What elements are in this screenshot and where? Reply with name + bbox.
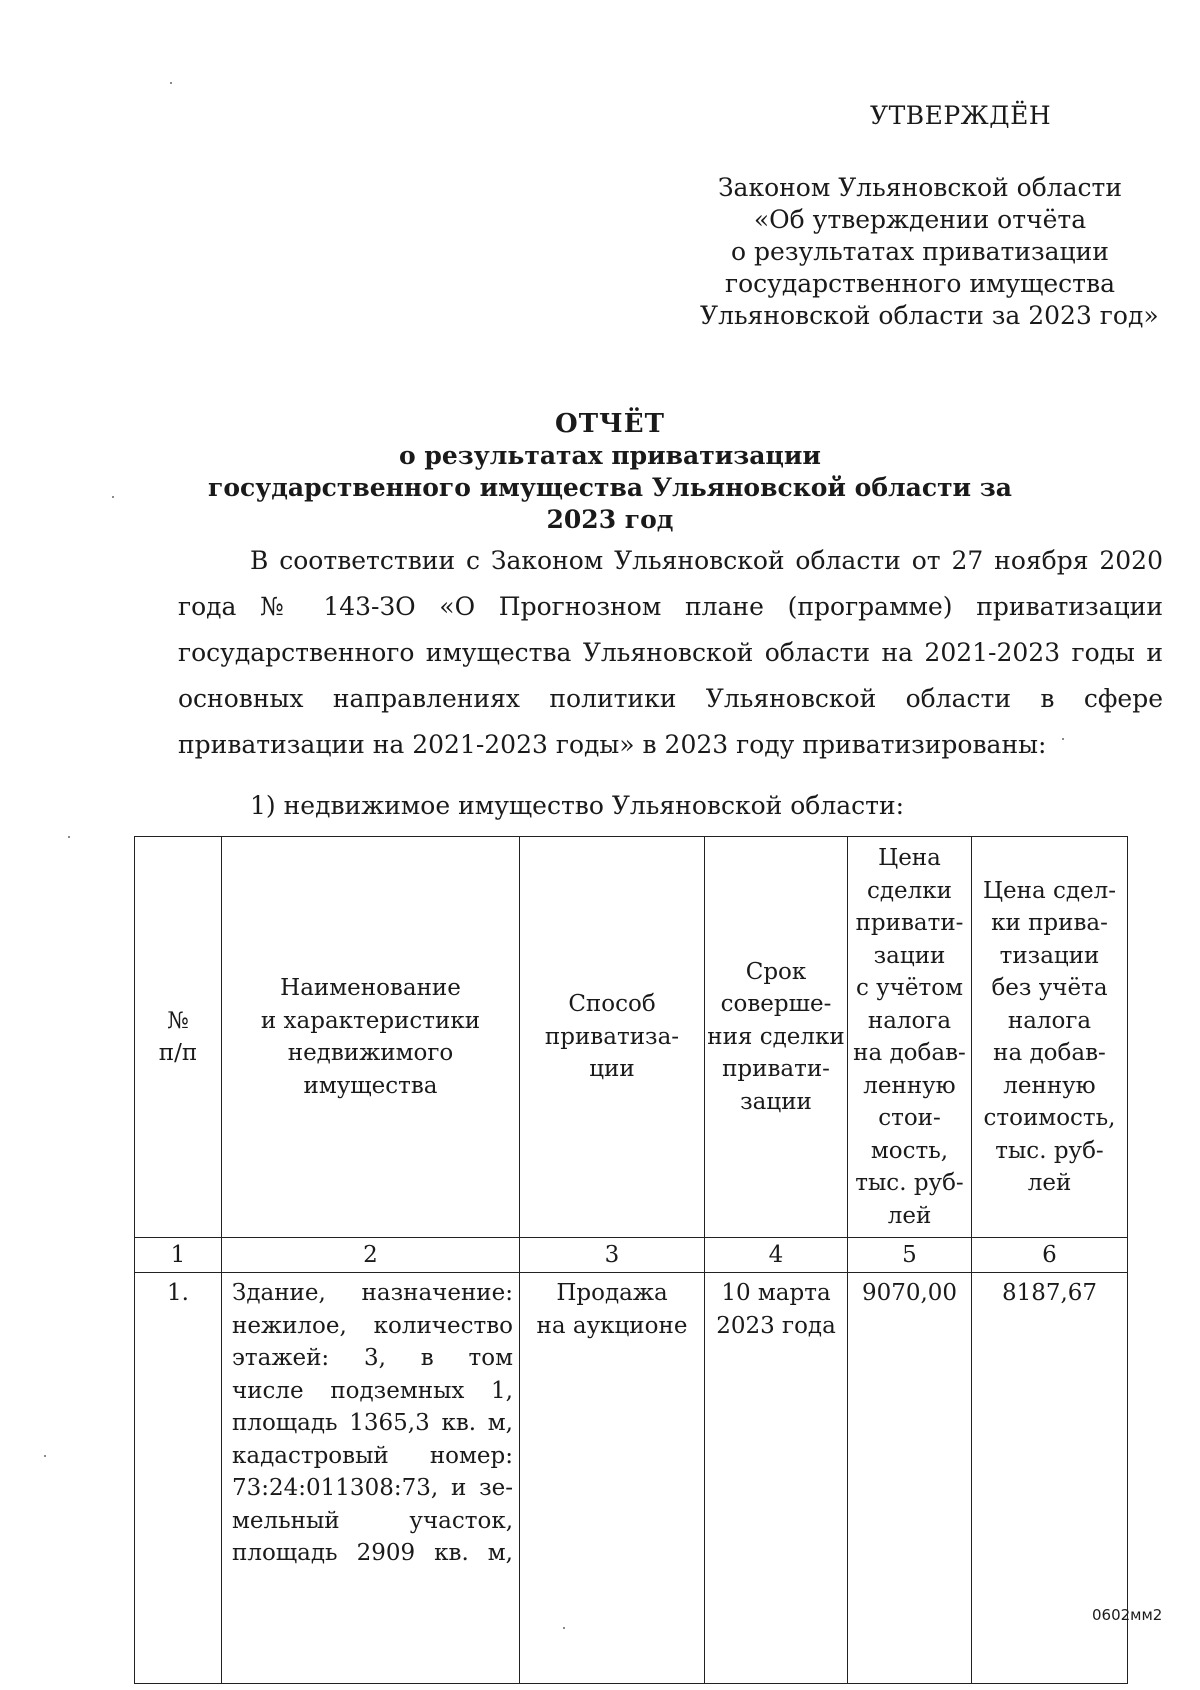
- approval-stamp: УТВЕРЖДЁН: [870, 101, 1052, 130]
- method-line: Продажа: [556, 1280, 668, 1306]
- header-line: Срок: [745, 958, 807, 985]
- description-line: площадь 1365,3 кв. м,: [232, 1410, 513, 1436]
- header-line: лей: [1027, 1170, 1072, 1196]
- scan-speck: [1062, 738, 1064, 740]
- header-line: мость,: [870, 1137, 949, 1164]
- date-line: 10 марта: [721, 1280, 831, 1306]
- approval-law-line: Законом Ульяновской области: [717, 173, 1123, 202]
- header-line: ции: [589, 1056, 635, 1083]
- header-line: на добав-: [993, 1040, 1106, 1066]
- approval-law-line: о результатах приватизации: [731, 237, 1109, 266]
- report-subtitle: о результатах приватизации: [399, 441, 821, 470]
- header-line: Наименование: [280, 975, 461, 1001]
- table-header-row: [135, 837, 1128, 1238]
- header-line: налога: [1007, 1007, 1092, 1034]
- report-title: ОТЧЁТ: [555, 409, 665, 439]
- header-line: тыс. руб-: [995, 1137, 1104, 1164]
- approval-law: [700, 172, 1159, 332]
- column-number: 5: [848, 1238, 972, 1273]
- header-line: ния сделки: [707, 1023, 845, 1050]
- row-price-without-vat: 8187,67: [972, 1273, 1128, 1684]
- column-number: 1: [135, 1238, 222, 1273]
- row-description: [222, 1273, 520, 1684]
- header-line: тизации: [999, 942, 1100, 969]
- report-subtitle: государственного имущества Ульяновской области за 2023 год: [208, 473, 1012, 534]
- header-line: №: [167, 1007, 189, 1034]
- approval-law-line: Ульяновской области за 2023 год»: [700, 301, 1159, 330]
- description-line: Здание, назначение:: [232, 1280, 513, 1306]
- scan-speck: [170, 82, 172, 84]
- approval-law-line: «Об утверждении отчёта: [753, 205, 1087, 234]
- report-title-block: [170, 408, 1050, 536]
- column-number: 4: [705, 1238, 848, 1273]
- description-line: мельный участок,: [232, 1507, 513, 1534]
- row-number: 1.: [135, 1273, 222, 1684]
- header-line: ленную: [1003, 1072, 1096, 1099]
- scan-speck: [563, 1627, 565, 1629]
- header-line: привати-: [855, 910, 964, 936]
- header-cell-name: [222, 837, 520, 1238]
- header-line: ки прива-: [991, 910, 1108, 936]
- header-line: налога: [867, 1007, 952, 1034]
- date-line: 2023 года: [716, 1312, 836, 1339]
- column-number-row: [135, 1238, 1128, 1273]
- property-table: [134, 836, 1128, 1684]
- header-line: без учёта: [991, 975, 1108, 1001]
- scan-speck: [68, 836, 70, 838]
- header-cell-date: [705, 837, 848, 1238]
- header-line: зации: [740, 1088, 812, 1115]
- header-line: зации: [873, 942, 946, 969]
- intro-paragraph: В соответствии с Законом Ульяновской области от 27 ноября 2020 года № 143-ЗО «О Прогнозном плане (программе) приватизации государственного имущества Ульяновской области на 2021-2023 годы и основных направлениях политики Ульяновской области в сфере приватизации на 2021-2023 годы» в 2023 году приватизированы:: [178, 546, 1163, 759]
- header-cell-number: [135, 837, 222, 1238]
- table-row: [135, 1273, 1128, 1684]
- header-line: Цена сдел-: [982, 877, 1117, 904]
- footer-code: 0602мм2: [1092, 1606, 1163, 1624]
- section-item-1: 1) недвижимое имущество Ульяновской области:: [250, 791, 905, 820]
- description-line: 73:24:011308:73, и зе-: [232, 1475, 513, 1501]
- approval-law-line: государственного имущества: [724, 269, 1115, 298]
- header-line: тыс. руб-: [855, 1170, 964, 1196]
- description-line: кадастровый номер:: [232, 1442, 513, 1469]
- header-line: лей: [887, 1202, 932, 1229]
- header-line: с учётом: [855, 975, 963, 1001]
- header-line: сделки: [867, 877, 952, 904]
- header-cell-price-with-vat: [848, 837, 972, 1238]
- header-line: привати-: [722, 1056, 830, 1083]
- description-line: этажей: 3, в том: [232, 1345, 513, 1371]
- header-cell-method: [520, 837, 705, 1238]
- method-line: на аукционе: [536, 1312, 688, 1339]
- header-line: ленную: [863, 1072, 956, 1099]
- description-line: нежилое, количество: [232, 1312, 513, 1339]
- description-line: площадь 2909 кв. м,: [232, 1540, 513, 1566]
- row-date: [705, 1273, 848, 1684]
- header-line: стои-: [878, 1105, 941, 1131]
- column-number: 6: [972, 1238, 1128, 1273]
- header-line: соверше-: [720, 991, 832, 1018]
- header-line: имущества: [303, 1072, 438, 1099]
- header-line: недвижимого: [287, 1040, 454, 1066]
- row-method: [520, 1273, 705, 1684]
- header-line: стоимость,: [983, 1105, 1116, 1131]
- header-line: приватиза-: [544, 1023, 680, 1050]
- description-line: числе подземных 1,: [232, 1377, 513, 1404]
- header-line: и характеристики: [260, 1007, 481, 1034]
- column-number: 3: [520, 1238, 705, 1273]
- header-line: на добав-: [853, 1040, 966, 1066]
- header-line: Цена: [878, 845, 941, 871]
- header-line: п/п: [158, 1040, 198, 1066]
- header-cell-price-without-vat: [972, 837, 1128, 1238]
- row-price-with-vat: 9070,00: [848, 1273, 972, 1684]
- scan-speck: [112, 496, 114, 498]
- column-number: 2: [222, 1238, 520, 1273]
- header-line: Способ: [568, 991, 656, 1018]
- scan-speck: [44, 1455, 46, 1457]
